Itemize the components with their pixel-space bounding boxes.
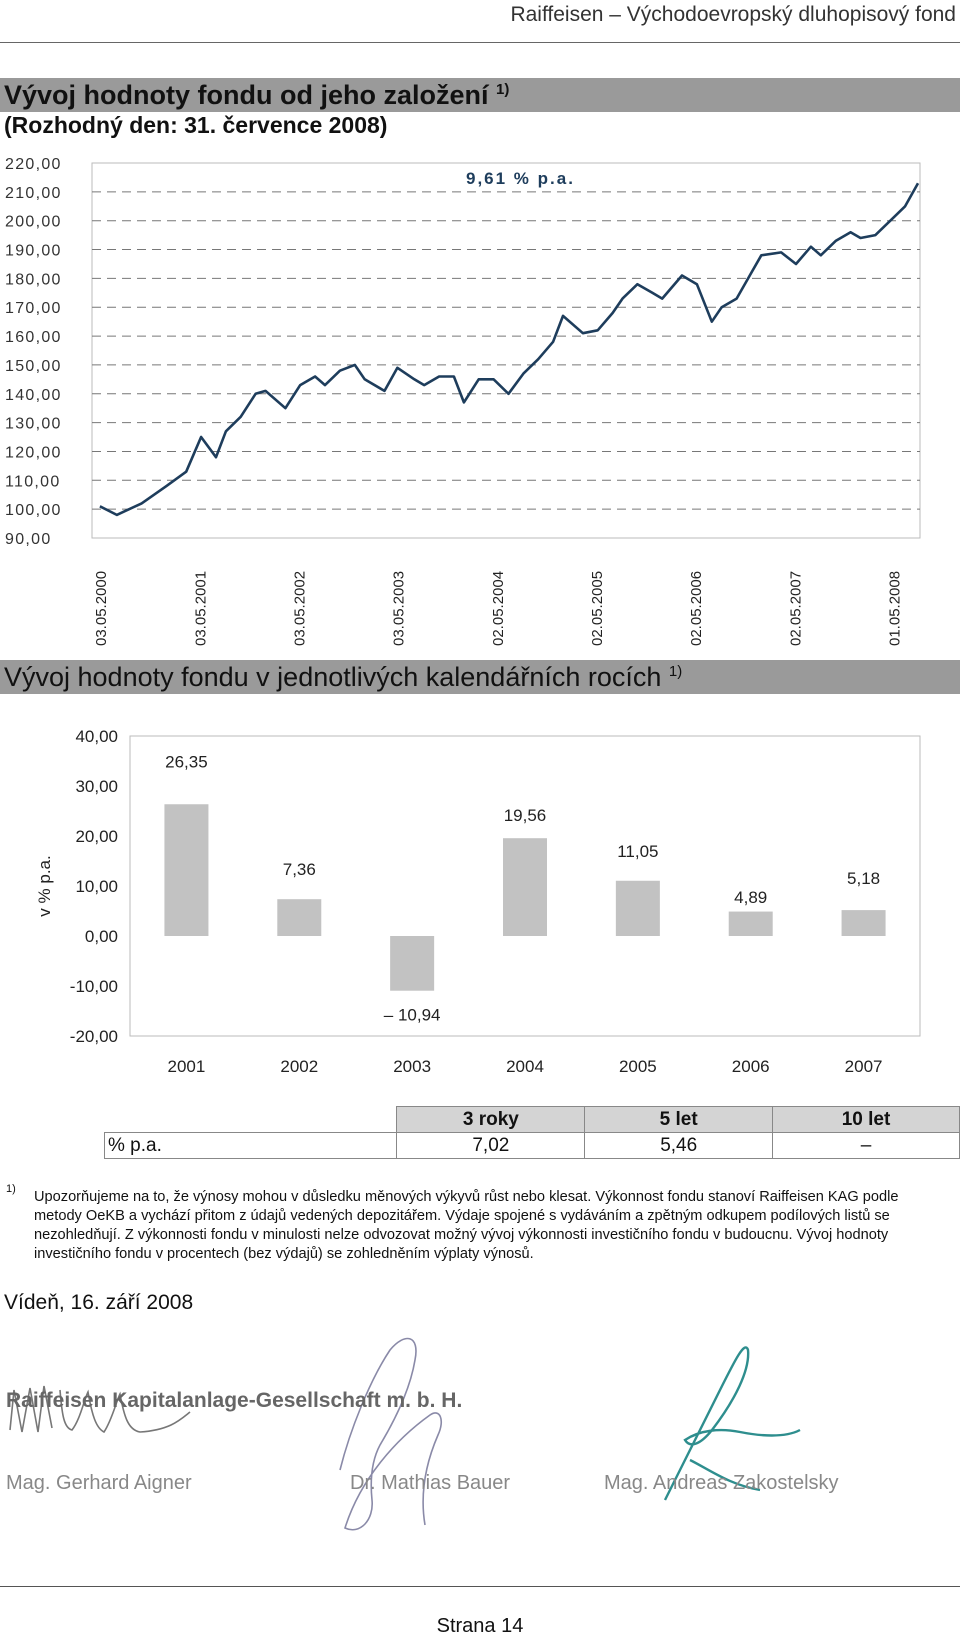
table-header-3y: 3 roky bbox=[397, 1107, 585, 1133]
bar-xtick-label: 2002 bbox=[280, 1057, 319, 1076]
table-header-row bbox=[105, 1107, 960, 1133]
line-ytick-label: 180,00 bbox=[5, 271, 62, 289]
bar-ytick-label: -10,00 bbox=[69, 977, 118, 996]
series-line bbox=[100, 183, 918, 515]
table-cell-5y: 5,46 bbox=[585, 1133, 773, 1159]
section1-footnote-ref: 1) bbox=[496, 81, 510, 98]
section2-title bbox=[4, 662, 682, 693]
signer-1: Mag. Gerhard Aigner bbox=[6, 1472, 192, 1494]
performance-table bbox=[104, 1106, 960, 1159]
table-header-5y: 5 let bbox=[585, 1107, 773, 1133]
line-ytick-label: 120,00 bbox=[5, 444, 62, 462]
bar-xtick-label: 2007 bbox=[844, 1057, 883, 1076]
bar-xtick-label: 2006 bbox=[731, 1057, 770, 1076]
line-ytick-label: 100,00 bbox=[5, 502, 62, 520]
section1-title bbox=[4, 80, 509, 111]
line-xtick-label: 02.05.2006 bbox=[688, 570, 706, 646]
company-name: Raiffeisen Kapitalanlage-Gesellschaft m. b. H. bbox=[6, 1389, 463, 1412]
bar bbox=[164, 804, 208, 936]
bar-ytick-label: 40,00 bbox=[75, 727, 118, 746]
bar-ytick-label: -20,00 bbox=[69, 1027, 118, 1046]
bar bbox=[390, 936, 434, 991]
line-annotation: 9,61 % p.a. bbox=[466, 169, 575, 188]
bar bbox=[503, 838, 547, 936]
bar-xtick-label: 2001 bbox=[167, 1057, 206, 1076]
section2-title-text: Vývoj hodnoty fondu v jednotlivých kalendářních rocích bbox=[4, 662, 662, 692]
line-xtick-label: 02.05.2007 bbox=[787, 570, 805, 646]
line-xtick-label: 03.05.2002 bbox=[291, 570, 309, 646]
bar-ytick-label: 0,00 bbox=[84, 927, 118, 946]
section1-subtitle: (Rozhodný den: 31. července 2008) bbox=[4, 112, 388, 138]
table-row bbox=[105, 1133, 960, 1159]
line-ytick-label: 160,00 bbox=[5, 329, 62, 347]
place-date: Vídeň, 16. září 2008 bbox=[4, 1291, 194, 1314]
line-ytick-label: 90,00 bbox=[5, 531, 52, 548]
footnote-mark: 1) bbox=[6, 1183, 16, 1195]
line-ytick-label: 190,00 bbox=[5, 242, 62, 260]
fund-name: Raiffeisen – Východoevropský dluhopisový fond bbox=[510, 3, 956, 26]
page-number: Strana 14 bbox=[436, 1615, 524, 1637]
bar bbox=[729, 912, 773, 936]
bar bbox=[277, 899, 321, 936]
bar-ylabel: v % p.a. bbox=[35, 855, 54, 917]
section1-title-text: Vývoj hodnoty fondu od jeho založení bbox=[4, 80, 489, 110]
section2-footnote-ref: 1) bbox=[668, 663, 683, 680]
bar-ytick-label: 30,00 bbox=[75, 777, 118, 796]
table-header-empty bbox=[105, 1107, 397, 1133]
line-ytick-label: 150,00 bbox=[5, 357, 62, 375]
line-ytick-label: 140,00 bbox=[5, 386, 62, 404]
footnote-text: Upozorňujeme na to, že výnosy mohou v důsledku měnových výkyvů růst nebo klesat. Výkonnost fondu stanoví Raiffeisen KAG podle metody OeKB a vychází přitom z údajů vedených depozitářem. Výdaje spojené s vydáváním a zpětným odkupem podílových listů se nezohledňují. Z výkonnosti fondu v minulosti nelze odvozovat možný vývoj výkonnosti investičního fondu v budoucnu. Vývoj hodnoty investičního fondu v procentech (bez výdajů) se zohledněním výplaty výnosů. bbox=[34, 1189, 899, 1262]
table-cell-3y: 7,02 bbox=[397, 1133, 585, 1159]
bar-data-label: 26,35 bbox=[165, 752, 208, 772]
bar-data-label: – 10,94 bbox=[383, 1005, 441, 1025]
line-xtick-label: 03.05.2001 bbox=[192, 570, 210, 646]
signer-2: Dr. Mathias Bauer bbox=[350, 1472, 511, 1494]
line-xtick-label: 03.05.2003 bbox=[390, 570, 408, 646]
bar-ytick-label: 20,00 bbox=[75, 827, 118, 846]
bar-xtick-label: 2005 bbox=[618, 1057, 657, 1076]
bar bbox=[616, 881, 660, 936]
line-chart bbox=[0, 148, 960, 648]
signatures-drawing bbox=[0, 1320, 960, 1560]
bar-data-label: 19,56 bbox=[503, 806, 547, 826]
line-plot-frame bbox=[92, 163, 920, 538]
table-header-10y: 10 let bbox=[773, 1107, 960, 1133]
table-row-label: % p.a. bbox=[105, 1133, 397, 1159]
bar-ytick-label: 10,00 bbox=[75, 877, 118, 896]
line-ytick-label: 170,00 bbox=[5, 300, 62, 318]
bar bbox=[842, 910, 886, 936]
bar-xtick-label: 2004 bbox=[506, 1057, 544, 1076]
line-ytick-label: 200,00 bbox=[5, 213, 62, 231]
line-ytick-label: 220,00 bbox=[5, 156, 62, 173]
page-header bbox=[0, 0, 960, 43]
bar-chart bbox=[0, 716, 960, 1096]
bar-data-label: 5,18 bbox=[847, 869, 881, 888]
bar-xtick-label: 2003 bbox=[393, 1057, 432, 1076]
line-ytick-label: 210,00 bbox=[5, 184, 62, 202]
bar-data-label: 11,05 bbox=[617, 841, 659, 861]
line-ytick-label: 130,00 bbox=[5, 415, 62, 433]
line-xtick-label: 03.05.2000 bbox=[93, 570, 111, 646]
bar-data-label: 7,36 bbox=[282, 860, 316, 880]
line-xtick-label: 01.05.2008 bbox=[886, 570, 904, 646]
signer-3: Mag. Andreas Zakostelsky bbox=[604, 1472, 839, 1494]
line-xtick-label: 02.05.2005 bbox=[589, 570, 607, 646]
line-ytick-label: 110,00 bbox=[5, 473, 61, 491]
table-cell-10y: – bbox=[773, 1133, 960, 1159]
line-xtick-label: 02.05.2004 bbox=[489, 570, 507, 646]
bar-data-label: 4,89 bbox=[734, 888, 768, 907]
footer-divider bbox=[0, 1586, 960, 1587]
